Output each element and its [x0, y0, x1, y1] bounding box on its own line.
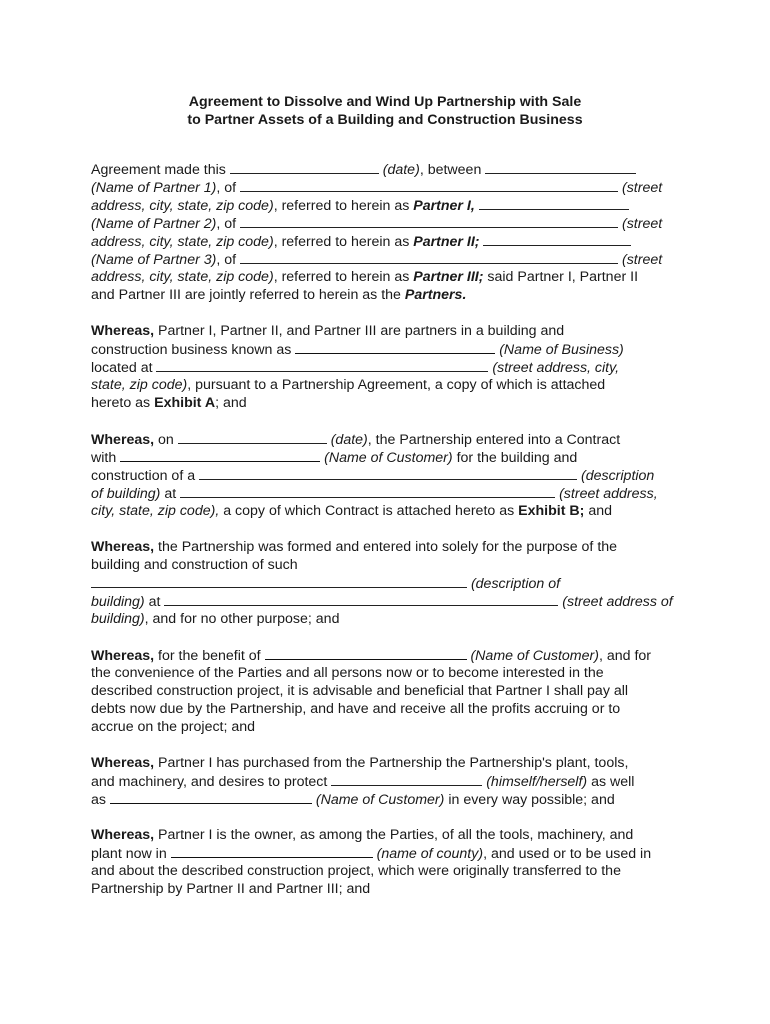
text: (street address, [555, 486, 658, 502]
text: (Name of Partner 3) [91, 252, 217, 268]
text: , pursuant to a Partnership Agreement, a copy of which is attached [187, 377, 606, 393]
partner-label: Partner I, [413, 198, 475, 214]
text: (name of county) [372, 846, 484, 862]
partner-label: Partner III; [413, 269, 484, 285]
text: construction business known as [91, 342, 296, 358]
text: (Name of Customer) [311, 792, 445, 808]
building-description-blank[interactable] [199, 466, 577, 480]
partner-label: Partner II; [413, 234, 480, 250]
text: the Partnership was formed and entered into solely for the purpose of the [154, 539, 618, 555]
customer-name-blank[interactable] [110, 790, 312, 804]
text: (date) [378, 162, 420, 178]
title-line-2: to Partner Assets of a Building and Construction Business [187, 112, 583, 128]
text: of building) [91, 486, 161, 502]
paragraph-whereas-business [91, 322, 691, 412]
partner-3-name-blank[interactable] [483, 232, 631, 246]
exhibit-label: Exhibit B; [518, 503, 585, 519]
text: , of [216, 180, 241, 196]
text: Agreement made this [91, 162, 230, 178]
text: (date) [326, 432, 368, 448]
text: , between [419, 162, 486, 178]
paragraph-whereas-purchase [91, 754, 691, 808]
text: said Partner I, Partner II [483, 269, 639, 285]
date-blank[interactable] [230, 160, 379, 174]
text: for the benefit of [154, 648, 265, 664]
building-address-blank[interactable] [180, 484, 555, 498]
text: on [154, 432, 178, 448]
customer-name-blank[interactable] [265, 646, 467, 660]
text: at [160, 486, 181, 502]
whereas-label: Whereas, [91, 648, 155, 664]
text: (street [618, 180, 663, 196]
text: and about the described construction project, which were originally transferred to the [91, 863, 621, 879]
partner-3-address-blank[interactable] [240, 250, 618, 264]
text: address, city, state, zip code) [91, 198, 274, 214]
text: Partnership by Partner II and Partner III; and [91, 881, 371, 897]
text: and Partner III are jointly referred to herein as the [91, 287, 405, 303]
text: (street address of [558, 594, 673, 610]
text: located at [91, 360, 157, 376]
text: building and construction of such [91, 557, 298, 573]
pronoun-blank[interactable] [331, 772, 482, 786]
partner-2-address-blank[interactable] [240, 214, 618, 228]
text: (Name of Business) [495, 342, 624, 358]
text: building) [91, 594, 145, 610]
text: , referred to herein as [273, 234, 414, 250]
text: (himself/herself) [482, 774, 588, 790]
county-name-blank[interactable] [171, 844, 373, 858]
customer-name-blank[interactable] [120, 448, 320, 462]
paragraph-whereas-benefit [91, 646, 691, 736]
text: (description [577, 468, 655, 484]
whereas-label: Whereas, [91, 323, 155, 339]
whereas-label: Whereas, [91, 539, 155, 555]
text: (street [618, 252, 663, 268]
text: in every way possible; and [444, 792, 615, 808]
building-description-blank[interactable] [91, 574, 467, 588]
text: , of [216, 216, 241, 232]
text: Partner I, Partner II, and Partner III are partners in a building and [154, 323, 565, 339]
document-title [90, 93, 680, 129]
partner-2-name-blank[interactable] [479, 196, 629, 210]
text: as [91, 792, 110, 808]
text: ; and [215, 395, 247, 411]
text: and [584, 503, 612, 519]
text: debts now due by the Partnership, and have and receive all the profits accruing or to [91, 701, 621, 717]
whereas-label: Whereas, [91, 432, 155, 448]
whereas-label: Whereas, [91, 827, 155, 843]
text: Partner I has purchased from the Partnership the Partnership's plant, tools, [154, 755, 629, 771]
paragraph-whereas-contract [91, 430, 691, 520]
contract-date-blank[interactable] [178, 430, 327, 444]
text: address, city, state, zip code) [91, 269, 274, 285]
text: state, zip code) [91, 377, 188, 393]
text: the convenience of the Parties and all persons now or to become interested in the [91, 665, 604, 681]
business-name-blank[interactable] [295, 340, 495, 354]
text: (Name of Customer) [320, 450, 453, 466]
text: with [91, 450, 121, 466]
text: building) [91, 611, 145, 627]
paragraph-whereas-purpose [91, 538, 691, 628]
text: (street [618, 216, 663, 232]
text: city, state, zip code), [91, 503, 220, 519]
text: (description of [467, 576, 561, 592]
text: , and used or to be used in [483, 846, 652, 862]
text: Partner I is the owner, as among the Parties, of all the tools, machinery, and [154, 827, 634, 843]
text: hereto as [91, 395, 155, 411]
business-address-blank[interactable] [156, 358, 488, 372]
text: (street address, city, [488, 360, 620, 376]
whereas-label: Whereas, [91, 755, 155, 771]
text: as well [587, 774, 635, 790]
text: plant now in [91, 846, 171, 862]
text: a copy of which Contract is attached hereto as [219, 503, 519, 519]
text: at [144, 594, 165, 610]
text: (Name of Partner 1) [91, 180, 217, 196]
text: address, city, state, zip code) [91, 234, 274, 250]
text: , the Partnership entered into a Contract [367, 432, 621, 448]
text: accrue on the project; and [91, 719, 256, 735]
paragraph-parties [91, 160, 691, 304]
text: construction of a [91, 468, 200, 484]
text: , referred to herein as [273, 269, 414, 285]
partner-1-address-blank[interactable] [240, 178, 618, 192]
text: , of [216, 252, 241, 268]
text: and machinery, and desires to protect [91, 774, 332, 790]
text: (Name of Customer) [466, 648, 599, 664]
text: (Name of Partner 2) [91, 216, 217, 232]
text: , and for no other purpose; and [144, 611, 340, 627]
partners-label: Partners. [404, 287, 467, 303]
title-line-1: Agreement to Dissolve and Wind Up Partnership with Sale [188, 94, 582, 110]
text: , and for [598, 648, 652, 664]
document-body [91, 160, 691, 916]
exhibit-label: Exhibit A [154, 395, 216, 411]
text: described construction project, it is advisable and beneficial that Partner I shall pay all [91, 683, 629, 699]
partner-1-name-blank[interactable] [485, 160, 636, 174]
building-street-address-blank[interactable] [164, 592, 558, 606]
paragraph-whereas-ownership [91, 826, 691, 898]
text: for the building and [452, 450, 578, 466]
text: , referred to herein as [273, 198, 414, 214]
